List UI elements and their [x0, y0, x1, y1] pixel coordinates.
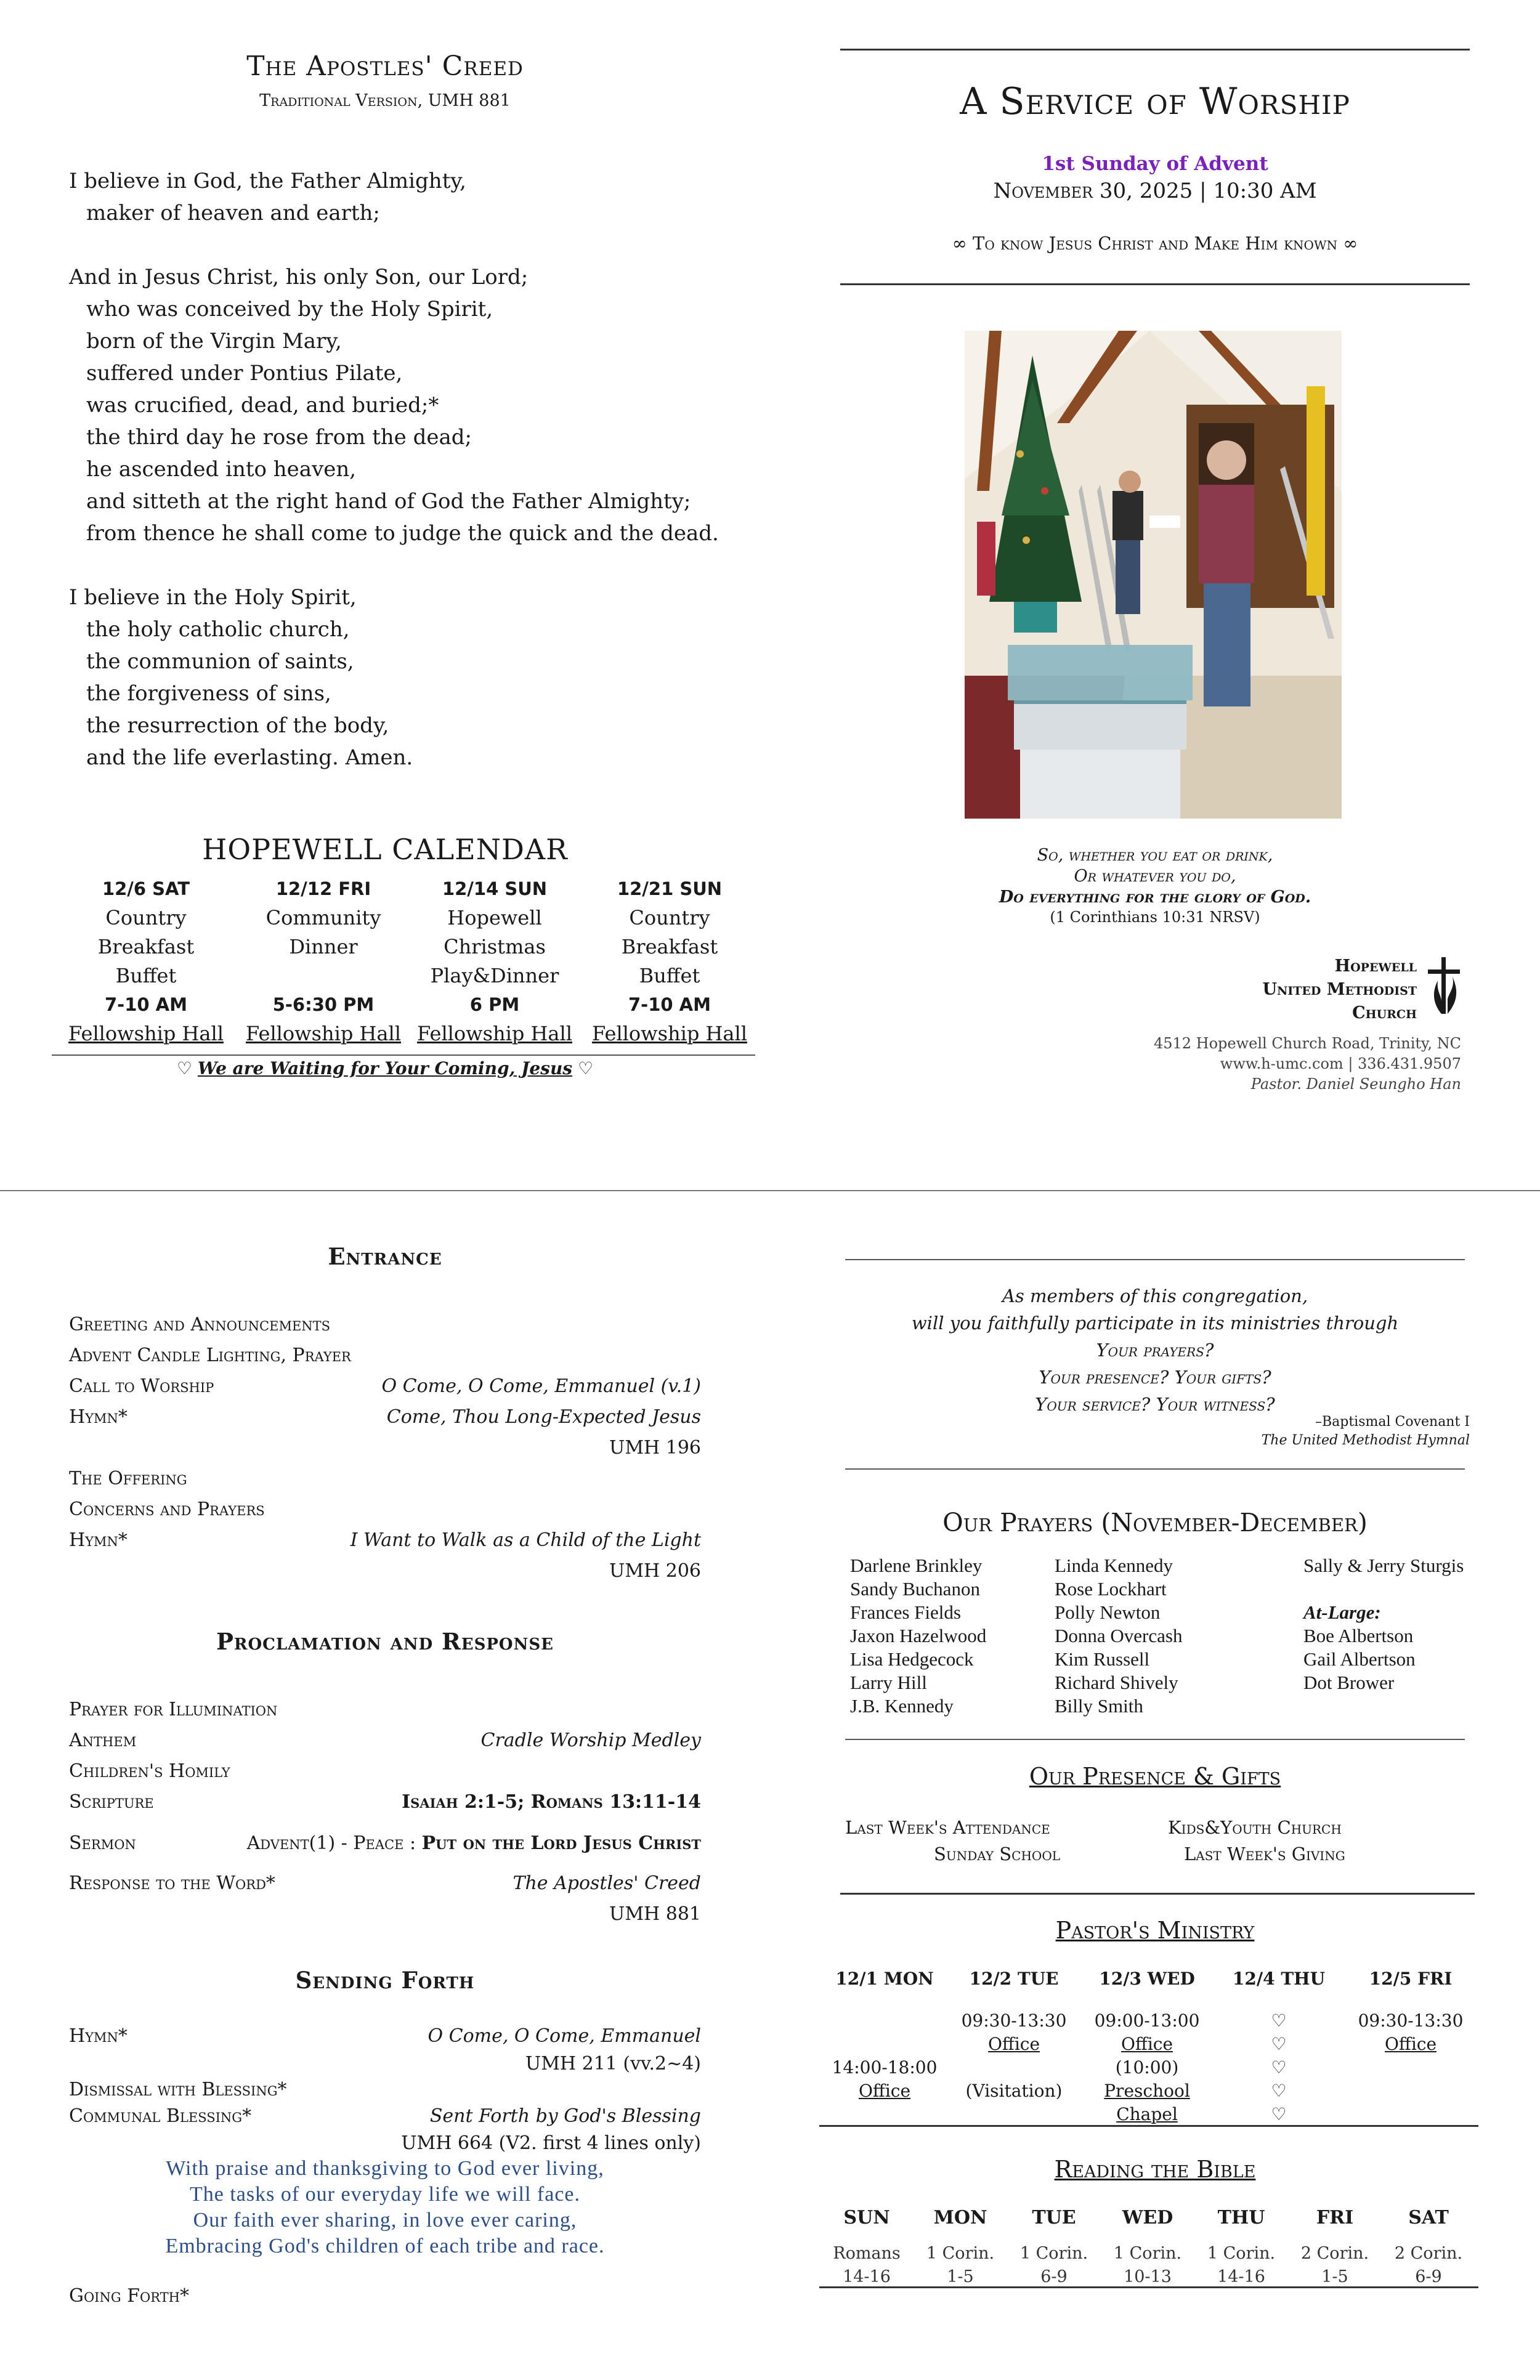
cover-bottom-rule — [840, 283, 1470, 285]
presence-kids: Kids&Youth Church — [1168, 1817, 1342, 1838]
presence-giving: Last Week's Giving — [1184, 1844, 1345, 1864]
worship-item: Children's Homily — [69, 1760, 230, 1782]
worship-item: Hymn* — [69, 2025, 128, 2047]
calendar-footer — [69, 1058, 701, 1079]
cover-top-rule — [840, 49, 1470, 51]
prayer-name: Donna Overcash — [1055, 1625, 1183, 1646]
creed-line: the communion of saints, — [86, 649, 354, 674]
sermon-series: Advent(1) - Peace : — [246, 1832, 416, 1854]
event-time: 7-10 AM — [105, 994, 187, 1015]
ministry-cell: Preschool — [1104, 2081, 1190, 2101]
presence-bottom-rule — [840, 1893, 1475, 1895]
calendar-event — [411, 875, 578, 1048]
covenant-top-rule — [845, 1259, 1465, 1260]
worship-item: Scripture — [69, 1791, 154, 1813]
presence-title: Our Presence & Gifts — [1029, 1763, 1281, 1790]
creed-title: The Apostles' Creed — [246, 51, 524, 82]
prayers-bottom-rule — [845, 1739, 1465, 1740]
worship-item: Hymn* — [69, 1406, 128, 1428]
event-date: 12/21 SUN — [617, 878, 723, 899]
reading-day-label: TUE — [1032, 2207, 1076, 2228]
reading-chapters: 10-13 — [1124, 2267, 1172, 2286]
prayer-name: Sandy Buchanon — [850, 1578, 980, 1600]
worship-item: The Offering — [69, 1468, 187, 1489]
ministry-cell: 14:00-18:00 — [832, 2057, 938, 2078]
event-line: Buffet — [115, 964, 177, 987]
reading-day — [1008, 2207, 1100, 2289]
ornament-icon: ∞ — [952, 233, 967, 254]
prayer-name: Linda Kennedy — [1055, 1555, 1173, 1576]
creed-line: the third day he rose from the dead; — [86, 425, 472, 450]
church-web: www.h-umc.com | 336.431.9507 — [1220, 1055, 1461, 1072]
covenant-bottom-rule — [845, 1468, 1465, 1470]
lyric-line: Embracing God's children of each tribe and race. — [165, 2235, 605, 2257]
worship-item-detail: The Apostles' Creed — [513, 1872, 701, 1894]
ministry-cell: 09:30-13:30 — [961, 2010, 1067, 2031]
worship-item-detail: O Come, O Come, Emmanuel — [428, 2025, 701, 2047]
worship-item: Hymn* — [69, 1529, 128, 1551]
event-place: Fellowship Hall — [592, 1022, 747, 1045]
event-line: Dinner — [289, 935, 358, 958]
ministry-day: 12/2 TUE — [969, 1969, 1059, 1989]
event-line: Community — [265, 906, 381, 929]
calendar-title: HOPEWELL CALENDAR — [202, 833, 568, 866]
reading-day-label: FRI — [1316, 2207, 1354, 2228]
cover-photo-illustration — [965, 331, 1342, 819]
lyric-line: With praise and thanksgiving to God ever living, — [166, 2157, 604, 2180]
section-heading-entrance: Entrance — [328, 1243, 442, 1270]
page-divider — [0, 1190, 1540, 1191]
event-date: 12/6 SAT — [102, 878, 190, 899]
creed-line: was crucified, dead, and buried;* — [86, 393, 439, 418]
church-address: 4512 Hopewell Church Road, Trinity, NC — [1153, 1035, 1461, 1052]
sermon-detail — [247, 1832, 701, 1854]
covenant-line: Your prayers? — [1096, 1340, 1214, 1361]
scripture-reference: Isaiah 2:1-5; Romans 13:11-14 — [402, 1791, 701, 1813]
worship-item-detail: Cradle Worship Medley — [480, 1730, 701, 1751]
covenant-line: Your presence? Your gifts? — [1039, 1367, 1271, 1388]
prayer-name: Jaxon Hazelwood — [850, 1625, 987, 1646]
reading-day — [1101, 2207, 1194, 2289]
heart-icon: ♡ — [1271, 2034, 1287, 2054]
covenant-line: As members of this congregation, — [1002, 1285, 1308, 1306]
church-name-line: Hopewell — [1334, 957, 1417, 976]
reading-day-label: THU — [1217, 2207, 1265, 2228]
heart-icon: ♡ — [577, 1058, 594, 1079]
ministry-cell: Office — [1121, 2034, 1173, 2054]
ministry-cell: Chapel — [1116, 2104, 1178, 2124]
creed-line: who was conceived by the Holy Spirit, — [86, 297, 493, 322]
creed-line: And in Jesus Christ, his only Son, our Lord; — [69, 265, 529, 289]
lyric-line: Our faith ever sharing, in love ever caring, — [193, 2209, 577, 2232]
church-pastor: Pastor. Daniel Seungho Han — [1250, 1075, 1461, 1093]
reading-bottom-rule — [819, 2286, 1478, 2288]
worship-item-detail: O Come, O Come, Emmanuel (v.1) — [381, 1375, 701, 1397]
ministry-day: 12/3 WED — [1099, 1969, 1195, 1989]
prayer-name: J.B. Kennedy — [850, 1695, 954, 1717]
reading-day — [914, 2207, 1007, 2289]
reading-book: 1 Corin. — [1207, 2244, 1276, 2263]
reading-book: Romans — [833, 2244, 901, 2263]
cover-verse-ref: (1 Corinthians 10:31 NRSV) — [1050, 909, 1260, 926]
reading-day-label: WED — [1122, 2207, 1173, 2228]
event-line: Breakfast — [97, 935, 195, 958]
reading-chapters: 1-5 — [1321, 2267, 1348, 2286]
covenant-source: –Baptismal Covenant I — [1315, 1414, 1470, 1430]
reading-title: Reading the Bible — [1054, 2156, 1256, 2183]
worship-item-detail: Come, Thou Long-Expected Jesus — [386, 1406, 701, 1428]
worship-item: Response to the Word* — [69, 1872, 275, 1894]
prayer-name: Lisa Hedgecock — [850, 1648, 974, 1670]
creed-line: I believe in God, the Father Almighty, — [69, 169, 466, 193]
creed-line: born of the Virgin Mary, — [86, 329, 342, 354]
section-heading-sending: Sending Forth — [295, 1967, 475, 1994]
event-line: Play&Dinner — [430, 964, 559, 987]
worship-item: Greeting and Announcements — [69, 1314, 331, 1335]
hymn-number: UMH 211 (vv.2~4) — [525, 2053, 701, 2074]
worship-item: Advent Candle Lighting, Prayer — [69, 1345, 351, 1366]
event-line: Country — [629, 906, 710, 929]
covenant-text — [845, 1282, 1465, 1418]
cover-motto — [840, 233, 1470, 254]
creed-line: and sitteth at the right hand of God the Father Almighty; — [86, 489, 691, 514]
covenant-line: Your service? Your witness? — [1035, 1394, 1275, 1415]
prayer-name: Frances Fields — [850, 1601, 961, 1623]
worship-item: Prayer for Illumination — [69, 1699, 278, 1720]
calendar-event — [586, 875, 753, 1048]
prayer-name: Rose Lockhart — [1055, 1578, 1167, 1600]
event-line: Hopewell — [447, 906, 542, 929]
reading-book: 2 Corin. — [1394, 2244, 1463, 2263]
cover-verse-line: So, whether you eat or drink, — [1037, 846, 1273, 865]
ministry-cell: Office — [1384, 2034, 1437, 2054]
cover-verse-line: Or whatever you do, — [1074, 867, 1236, 886]
creed-subtitle: Traditional Version, UMH 881 — [259, 91, 511, 110]
worship-item: Dismissal with Blessing* — [69, 2079, 287, 2100]
creed-line: I believe in the Holy Spirit, — [69, 585, 357, 610]
prayers-title: Our Prayers (November-December) — [942, 1508, 1368, 1537]
heart-icon: ♡ — [1271, 2081, 1287, 2101]
reading-day-label: MON — [933, 2207, 987, 2228]
event-date: 12/12 FRI — [275, 878, 371, 899]
ministry-cell: 09:30-13:30 — [1358, 2010, 1464, 2031]
reading-chapters: 6-9 — [1040, 2267, 1068, 2286]
reading-book: 1 Corin. — [1019, 2244, 1088, 2263]
reading-chapters: 14-16 — [843, 2267, 891, 2286]
event-time: 5-6:30 PM — [272, 994, 375, 1015]
heart-icon: ♡ — [1271, 2010, 1287, 2031]
heart-icon: ♡ — [1271, 2057, 1287, 2078]
hymn-number: UMH 196 — [609, 1437, 701, 1459]
calendar-event — [63, 875, 229, 1048]
worship-item-detail: Sent Forth by God's Blessing — [429, 2105, 701, 2127]
creed-line: maker of heaven and earth; — [86, 201, 380, 225]
creed-line: the holy catholic church, — [86, 617, 350, 642]
lyric-line: The tasks of our everyday life we will face. — [189, 2183, 581, 2206]
reading-chapters: 6-9 — [1415, 2267, 1442, 2286]
worship-item: Anthem — [69, 1730, 137, 1751]
ministry-day: 12/1 MON — [835, 1969, 934, 1989]
hymn-number: UMH 206 — [609, 1560, 701, 1582]
heart-icon: ♡ — [1271, 2104, 1287, 2124]
reading-day — [1382, 2207, 1475, 2289]
event-line — [240, 961, 407, 990]
reading-book: 2 Corin. — [1300, 2244, 1369, 2263]
worship-item: Communal Blessing* — [69, 2105, 252, 2127]
ministry-day: 12/4 THU — [1232, 1969, 1326, 1989]
creed-line: and the life everlasting. Amen. — [86, 745, 413, 770]
worship-item: Call to Worship — [69, 1375, 214, 1397]
covenant-line: will you faithfully participate in its ministries through — [911, 1313, 1399, 1334]
creed-line: from thence he shall come to judge the quick and the dead. — [86, 521, 719, 546]
creed-line: the forgiveness of sins, — [86, 681, 331, 706]
presence-attendance: Last Week's Attendance — [845, 1817, 1050, 1838]
prayer-name: Larry Hill — [850, 1672, 927, 1693]
creed-line: he ascended into heaven, — [86, 457, 357, 482]
worship-item: Going Forth* — [69, 2285, 189, 2307]
prayer-name: Darlene Brinkley — [850, 1555, 983, 1576]
cover-title: A Service of Worship — [960, 80, 1350, 123]
worship-item: Concerns and Prayers — [69, 1499, 265, 1520]
sermon-title: Put on the Lord Jesus Christ — [421, 1832, 701, 1854]
reading-day — [1289, 2207, 1381, 2289]
event-place: Fellowship Hall — [68, 1022, 224, 1045]
ministry-day: 12/5 FRI — [1369, 1969, 1453, 1989]
creed-line: suffered under Pontius Pilate, — [86, 361, 403, 386]
at-large-label: At-Large: — [1303, 1601, 1381, 1623]
event-line: Breakfast — [621, 935, 718, 958]
calendar-footer-text: We are Waiting for Your Coming, Jesus — [197, 1058, 573, 1079]
presence-school: Sunday School — [934, 1844, 1060, 1864]
prayer-name: Boe Albertson — [1303, 1625, 1414, 1646]
ministry-cell: (10:00) — [1115, 2057, 1179, 2078]
reading-chapters: 14-16 — [1217, 2267, 1265, 2286]
reading-day-label: SUN — [843, 2207, 890, 2228]
reading-book: 1 Corin. — [1113, 2244, 1182, 2263]
reading-day — [821, 2207, 913, 2289]
ministry-cell: Office — [987, 2034, 1040, 2054]
hymn-number: UMH 664 (V2. first 4 lines only) — [401, 2132, 701, 2154]
prayer-name: Richard Shively — [1055, 1672, 1178, 1693]
cover-datetime: November 30, 2025 | 10:30 AM — [993, 179, 1317, 203]
event-time: 7-10 AM — [628, 994, 711, 1015]
reading-day — [1195, 2207, 1287, 2289]
event-line: Buffet — [639, 964, 700, 987]
event-time: 6 PM — [469, 994, 520, 1015]
prayer-name: Sally & Jerry Sturgis — [1303, 1555, 1464, 1576]
cross-flame-logo — [1423, 956, 1466, 1018]
ministry-cell: (Visitation) — [965, 2081, 1063, 2101]
ministry-bottom-rule — [819, 2125, 1478, 2127]
prayer-name: Gail Albertson — [1303, 1648, 1416, 1670]
ministry-title: Pastor's Ministry — [1055, 1917, 1255, 1944]
calendar-divider — [52, 1054, 755, 1056]
reading-day-label: SAT — [1408, 2207, 1449, 2228]
section-heading-proclamation: Proclamation and Response — [216, 1628, 554, 1655]
event-line: Christmas — [444, 935, 546, 958]
prayer-name: Dot Brower — [1303, 1672, 1395, 1693]
cover-motto-text: To know Jesus Christ and Make Him known — [973, 233, 1337, 254]
worship-item-detail: I Want to Walk as a Child of the Light — [350, 1529, 701, 1551]
church-name-line: United Methodist — [1262, 980, 1417, 999]
heart-icon: ♡ — [176, 1058, 193, 1079]
creed-line: the resurrection of the body, — [86, 713, 389, 738]
church-name-line: Church — [1352, 1003, 1417, 1022]
event-date: 12/14 SUN — [442, 878, 548, 899]
prayer-name: Polly Newton — [1055, 1601, 1161, 1623]
reading-chapters: 1-5 — [947, 2267, 974, 2286]
ministry-cell: 09:00-13:00 — [1094, 2010, 1200, 2031]
event-line: Country — [105, 906, 187, 929]
prayer-name: Billy Smith — [1055, 1695, 1143, 1717]
calendar-event — [240, 875, 407, 1048]
cover-photo — [965, 331, 1342, 819]
communal-blessing-lyrics — [69, 2156, 701, 2259]
cover-occasion: 1st Sunday of Advent — [1042, 153, 1268, 175]
event-place: Fellowship Hall — [246, 1022, 401, 1045]
event-place: Fellowship Hall — [417, 1022, 572, 1045]
reading-book: 1 Corin. — [926, 2244, 995, 2263]
covenant-source: The United Methodist Hymnal — [1261, 1433, 1470, 1448]
hymn-number: UMH 881 — [609, 1903, 701, 1925]
cover-verse-line: Do everything for the glory of God. — [999, 888, 1311, 907]
prayer-name: Kim Russell — [1055, 1648, 1150, 1670]
ornament-icon: ∞ — [1343, 233, 1358, 254]
ministry-cell: Office — [858, 2081, 911, 2101]
worship-item: Sermon — [69, 1832, 136, 1854]
